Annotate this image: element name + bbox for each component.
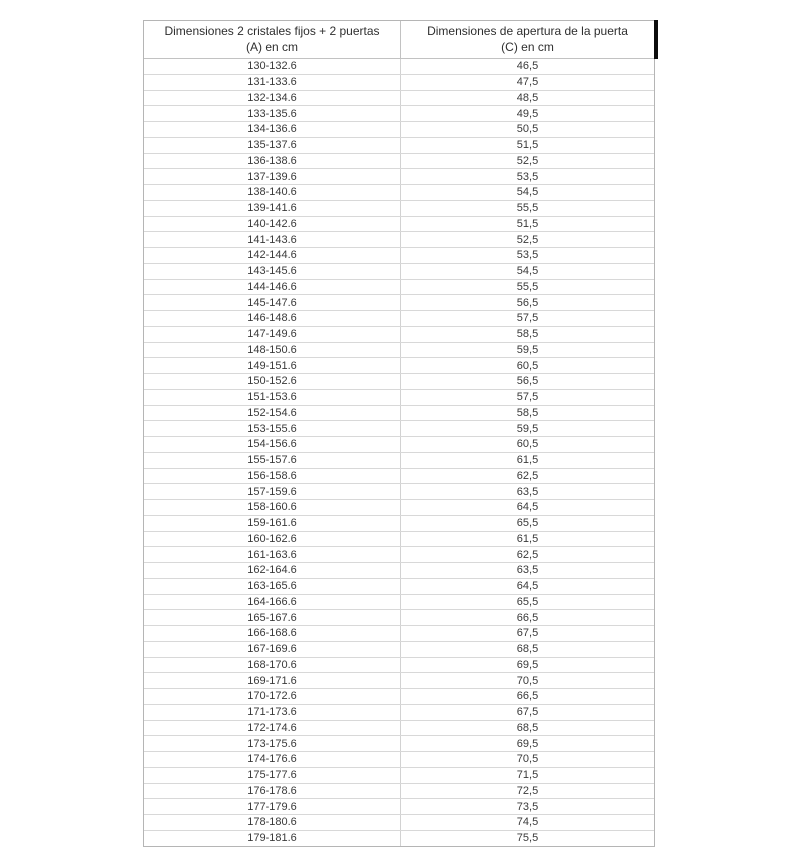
aperture-c-cell: 53,5: [516, 170, 539, 183]
dimension-a-cell: 147-149.6: [144, 327, 401, 342]
header-dimension-a-line1: Dimensiones 2 cristales fijos + 2 puertas: [164, 23, 380, 38]
header-aperture-c-line2: (C) en cm: [501, 39, 554, 54]
table-row: [144, 831, 654, 846]
dimension-a-cell: 160-162.6: [144, 532, 401, 547]
dimension-a-cell: 164-166.6: [144, 595, 401, 610]
dimension-a-cell: 131-133.6: [144, 75, 401, 90]
aperture-c-cell: 59,5: [516, 422, 539, 435]
aperture-c-cell: 48,5: [516, 91, 539, 104]
dimension-a-cell: 151-153.6: [144, 390, 401, 405]
aperture-c-cell: 50,5: [516, 123, 539, 136]
aperture-c-cell: 55,5: [516, 202, 539, 215]
table-row: [144, 169, 654, 185]
dimension-a-cell: 170-172.6: [144, 689, 401, 704]
dimension-a-cell: 137-139.6: [144, 169, 401, 184]
aperture-c-cell: 58,5: [516, 328, 539, 341]
table-row: [144, 217, 654, 233]
dimension-a-cell: 132-134.6: [144, 91, 401, 106]
dimension-a-cell: 153-155.6: [144, 421, 401, 436]
aperture-c-cell: 54,5: [516, 265, 539, 278]
table-row: [144, 59, 654, 75]
dimension-a-cell: 133-135.6: [144, 106, 401, 121]
table-row: [144, 232, 654, 248]
aperture-c-cell: 66,5: [516, 611, 539, 624]
table-row: [144, 453, 654, 469]
table-row: [144, 784, 654, 800]
dimension-a-cell: 150-152.6: [144, 374, 401, 389]
aperture-c-cell: 57,5: [516, 391, 539, 404]
aperture-c-cell: 64,5: [516, 501, 539, 514]
table-row: [144, 610, 654, 626]
aperture-c-cell: 46,5: [516, 60, 539, 73]
dimension-a-cell: 157-159.6: [144, 484, 401, 499]
aperture-c-cell: 72,5: [516, 784, 539, 797]
aperture-c-cell: 61,5: [516, 532, 539, 545]
dimension-a-cell: 178-180.6: [144, 815, 401, 830]
table-row: [144, 358, 654, 374]
aperture-c-cell: 54,5: [516, 186, 539, 199]
dimension-a-cell: 158-160.6: [144, 500, 401, 515]
dimension-a-cell: 146-148.6: [144, 311, 401, 326]
table-row: [144, 406, 654, 422]
table-row: [144, 122, 654, 138]
aperture-c-cell: 62,5: [516, 548, 539, 561]
table-row: [144, 799, 654, 815]
table-row: [144, 311, 654, 327]
table-row: [144, 579, 654, 595]
dimension-a-cell: 171-173.6: [144, 705, 401, 720]
table-row: [144, 295, 654, 311]
aperture-c-cell: 63,5: [516, 564, 539, 577]
table-row: [144, 343, 654, 359]
dimension-a-cell: 144-146.6: [144, 280, 401, 295]
table-row: [144, 437, 654, 453]
table-body: [144, 59, 654, 846]
dimension-a-cell: 141-143.6: [144, 232, 401, 247]
aperture-c-cell: 56,5: [516, 296, 539, 309]
dimension-a-cell: 135-137.6: [144, 138, 401, 153]
table-row: [144, 547, 654, 563]
table-row: [144, 689, 654, 705]
dimension-a-cell: 136-138.6: [144, 154, 401, 169]
aperture-c-cell: 62,5: [516, 469, 539, 482]
dimension-a-cell: 174-176.6: [144, 752, 401, 767]
aperture-c-cell: 52,5: [516, 154, 539, 167]
table-row: [144, 390, 654, 406]
aperture-c-cell: 68,5: [516, 643, 539, 656]
dimension-a-cell: 140-142.6: [144, 217, 401, 232]
dimension-a-cell: 179-181.6: [144, 831, 401, 846]
dimension-a-cell: 134-136.6: [144, 122, 401, 137]
dimension-a-cell: 155-157.6: [144, 453, 401, 468]
dimension-a-cell: 168-170.6: [144, 658, 401, 673]
dimension-a-cell: 139-141.6: [144, 201, 401, 216]
header-cell-dimension-a: [144, 21, 401, 58]
table-row: [144, 75, 654, 91]
table-row: [144, 374, 654, 390]
table-row: [144, 106, 654, 122]
table-row: [144, 563, 654, 579]
dimension-a-cell: 173-175.6: [144, 736, 401, 751]
table-row: [144, 768, 654, 784]
table-row: [144, 248, 654, 264]
aperture-c-cell: 75,5: [516, 832, 539, 845]
aperture-c-cell: 49,5: [516, 107, 539, 120]
table-row: [144, 516, 654, 532]
table-row: [144, 264, 654, 280]
dimension-a-cell: 166-168.6: [144, 626, 401, 641]
table-row: [144, 327, 654, 343]
aperture-c-cell: 61,5: [516, 454, 539, 467]
aperture-c-cell: 53,5: [516, 249, 539, 262]
table-row: [144, 138, 654, 154]
dimension-a-cell: 159-161.6: [144, 516, 401, 531]
aperture-c-cell: 58,5: [516, 406, 539, 419]
aperture-c-cell: 55,5: [516, 280, 539, 293]
table-row: [144, 642, 654, 658]
aperture-c-cell: 65,5: [516, 517, 539, 530]
dimension-a-cell: 143-145.6: [144, 264, 401, 279]
aperture-c-cell: 70,5: [516, 674, 539, 687]
table-row: [144, 595, 654, 611]
header-right-black-bar: [654, 20, 658, 59]
aperture-c-cell: 68,5: [516, 721, 539, 734]
dimensions-table: [143, 20, 655, 847]
table-row: [144, 721, 654, 737]
aperture-c-cell: 65,5: [516, 595, 539, 608]
aperture-c-cell: 59,5: [516, 343, 539, 356]
table-row: [144, 421, 654, 437]
dimension-a-cell: 177-179.6: [144, 799, 401, 814]
dimension-a-cell: 149-151.6: [144, 358, 401, 373]
aperture-c-cell: 51,5: [516, 139, 539, 152]
header-cell-aperture-c: [401, 21, 654, 58]
aperture-c-cell: 47,5: [516, 76, 539, 89]
table-row: [144, 201, 654, 217]
table-row: [144, 705, 654, 721]
dimension-a-cell: 130-132.6: [144, 59, 401, 74]
dimension-a-cell: 172-174.6: [144, 721, 401, 736]
dimension-a-cell: 176-178.6: [144, 784, 401, 799]
aperture-c-cell: 51,5: [516, 217, 539, 230]
table-row: [144, 626, 654, 642]
dimension-a-cell: 148-150.6: [144, 343, 401, 358]
table-row: [144, 752, 654, 768]
aperture-c-cell: 71,5: [516, 769, 539, 782]
aperture-c-cell: 67,5: [516, 706, 539, 719]
table-row: [144, 815, 654, 831]
aperture-c-cell: 57,5: [516, 312, 539, 325]
aperture-c-cell: 67,5: [516, 627, 539, 640]
table-row: [144, 673, 654, 689]
aperture-c-cell: 70,5: [516, 753, 539, 766]
dimension-a-cell: 142-144.6: [144, 248, 401, 263]
dimension-a-cell: 156-158.6: [144, 469, 401, 484]
aperture-c-cell: 66,5: [516, 690, 539, 703]
table-row: [144, 736, 654, 752]
dimension-a-cell: 175-177.6: [144, 768, 401, 783]
table-row: [144, 91, 654, 107]
header-aperture-c-line1: Dimensiones de apertura de la puerta: [427, 23, 628, 38]
dimension-a-cell: 154-156.6: [144, 437, 401, 452]
dimension-a-cell: 138-140.6: [144, 185, 401, 200]
aperture-c-cell: 69,5: [516, 737, 539, 750]
dimension-a-cell: 161-163.6: [144, 547, 401, 562]
table-row: [144, 658, 654, 674]
aperture-c-cell: 69,5: [516, 658, 539, 671]
aperture-c-cell: 63,5: [516, 485, 539, 498]
aperture-c-cell: 60,5: [516, 438, 539, 451]
dimension-a-cell: 163-165.6: [144, 579, 401, 594]
header-dimension-a-line2: (A) en cm: [245, 39, 298, 54]
dimension-a-cell: 145-147.6: [144, 295, 401, 310]
aperture-c-cell: 73,5: [516, 800, 539, 813]
table-row: [144, 500, 654, 516]
table-row: [144, 280, 654, 296]
dimension-a-cell: 162-164.6: [144, 563, 401, 578]
dimension-a-cell: 165-167.6: [144, 610, 401, 625]
table-row: [144, 469, 654, 485]
aperture-c-cell: 56,5: [516, 375, 539, 388]
aperture-c-cell: 74,5: [516, 816, 539, 829]
aperture-c-cell: 64,5: [516, 580, 539, 593]
table-row: [144, 484, 654, 500]
aperture-c-cell: 60,5: [516, 359, 539, 372]
table-row: [144, 532, 654, 548]
aperture-c-cell: 52,5: [516, 233, 539, 246]
dimension-a-cell: 167-169.6: [144, 642, 401, 657]
dimension-a-cell: 169-171.6: [144, 673, 401, 688]
dimension-a-cell: 152-154.6: [144, 406, 401, 421]
table-header-row: [144, 21, 654, 59]
table-row: [144, 154, 654, 170]
table-row: [144, 185, 654, 201]
